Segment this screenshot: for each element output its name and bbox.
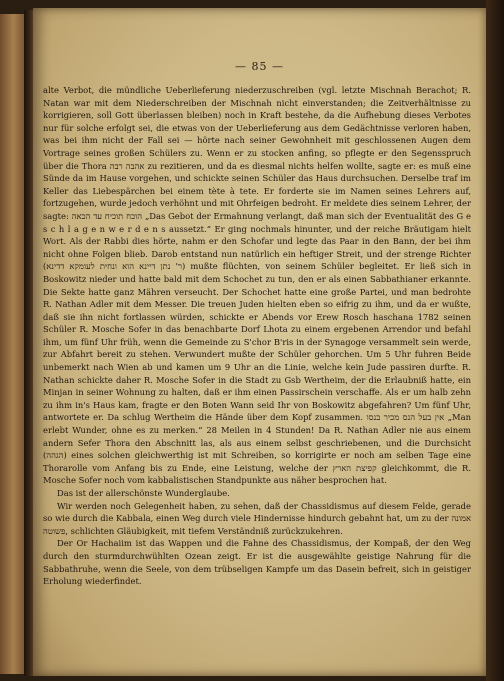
paragraph-4: Der Or Hachaiim ist das Wappen und die Fahne des Chassidismus, der Kompaß, der den Weg durch den sturmdurchwühlten Ozean zeigt. Er ist die ausgewählte geistige Nahrung für die Sabbathruhe, wenn die Seele, von dem trübseligen Kampfe um das Dasein befreit, sich in geistiger Erholung wiederfindet. — [43, 538, 471, 587]
paragraph-2: Das ist der allerschönste Wunderglaube. — [57, 488, 230, 498]
page-number: — 85 — — [235, 60, 284, 73]
book-page — [33, 8, 486, 676]
paragraph-3: Wir werden noch Gelegenheit haben, zu sehen, daß der Chassidismus auf diesem Felde, gerade so wie durch die Kabbala, einen Weg durch viele Hindernisse hindurch gebahnt hat, um zu der אמונה פשוטה, schlichten Gläubigkeit, mit tiefem Verständniß zurückzukehren. — [43, 500, 471, 536]
page-edge-shadow — [486, 0, 504, 681]
facing-page-edge — [0, 14, 24, 674]
paragraph-1: alte Verbot, die mündliche Ueberlieferung niederzuschreiben (vgl. letzte Mischnah Berachot; R. Natan war mit dem Niederschreiben der Mischnah nicht einverstanden; die Zeitverhältnisse zu korrigieren, soll Gott überlassen bleiben) noch in Kraft bestehe, da die Aufhebung dieses Verbotes nur für solche erfolgt sei, die etwas von der Ueberlieferung aus dem Gedächtnisse verloren haben, was bei ihm nicht der Fall sei — hörte nach seiner Gewohnheit mit geschlossenen Augen dem Vortrage seines großen Schülers zu. Wenn er zu stocken anfing, so pflegte er den Segensspruch über die Thora אהבה רבה zu rezitieren, und da es diesmal nichts helfen wollte, sagte er: es muß eine Sünde da im Hause vorgehen, und schickte seinen Schüler das Haus durchsuchen. Derselbe traf im Keller das Liebespärchen bei einem tète à tete. Er forderte sie im Namen seines Lehrers auf, fortzugehen, wurde jedoch verhöhnt und mit Ohrfeigen bedroht. Er meldete dies seinem Lehrer, der sagte: הוכח תוכיח עד הכאה „Das Gebot der Ermahnung verlangt, daß man sich der Eventualität des G e s c h l a g e n w e r d e n s aussetzt.“ Er ging nochmals hinunter, und der reiche Bräutigam hielt Wort. Als der Rabbi dies hörte, nahm er den Schofar und legte das Paar in den Bann, der bei ihm nicht ohne Folgen blieb. Darob entstand nun natürlich ein heftiger Streit, und der strenge Richter (ר' נתן דיינא הוא ונחית לעומקא דדינא) mußte flüchten, von seinem Schüler begleitet. Er ließ sich in Boskowitz nieder und hatte bald mit dem Schochet zu tun, den er als einen Sabbathianer erkannte. Die Sekte hatte ganz Mähren verseucht. Der Schochet hatte eine große Partei, und man bedrohte R. Nathan Adler mit dem Messer. Die treuen Juden hielten eben so eifrig zu ihm, und da er wußte, daß sie ihn nicht fortlassen würden, schickte er Abends vor Erew Rosch haschana 1782 seinen Schüler R. Mosche Sofer in das benachbarte Dorf Lhota zu einem ergebenen Arrendor und befahl ihm, um fünf Uhr früh, wenn die Gemeinde zu S'chor B'ris in der Synagoge versammelt sein werde, zur Abfahrt bereit zu stehen. Verwundert mußte der Schüler gehorchen. Um 5 Uhr fuhren Beide unbemerkt nach Wien ab und kamen um 9 Uhr an die Linie, welche kein Jude passiren durfte. R. Nathan schickte daher R. Mosche Sofer in die Stadt zu Gsb Wertheim, der die Erlaubniß hatte, ein Minjan in seiner Wohnung zu halten, daß er ihm einen Passirschein verschaffe. Als er um halb zehn zu ihm in's Haus kam, fragte er den Boten Wann seid Ihr von Boskowitz abgefahren? Um fünf Uhr, antwortete er. Da schlug Wertheim die Hände über dem Kopf zusammen. אין בעל הנס מכיר בנסו „Man erlebt Wunder, ohne es zu merken.“ 28 Meilen in 4 Stunden! Da R. Nathan Adler nie aus einem andern Sefer Thora den Abschnitt las, als aus einem selbst geschriebenen, und die Durchsicht (הגהה) eines solchen gleichwerthig ist mit Schreiben, so korrigirte er noch am selben Tage eine Thorarolle vom Anfang bis zu Ende, eine Leistung, welche der קפיצת הארץ gleichkommt, die R. Mosche Sofer noch vom kabbalistischen Standpunkte aus näher besprochen hat. — [43, 85, 472, 486]
page-body-text — [43, 84, 471, 588]
